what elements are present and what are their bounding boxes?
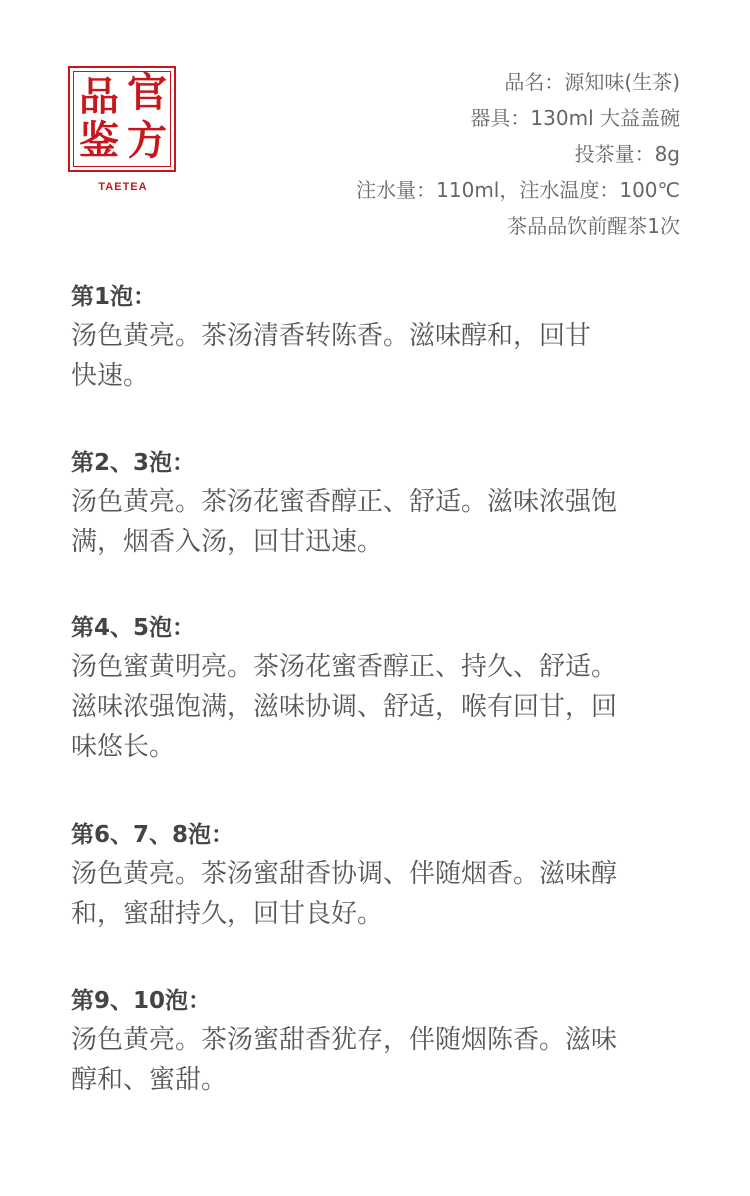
notes-line: 汤色黄亮。茶汤蜜甜香犹存，伴随烟陈香。滋味 xyxy=(71,1025,618,1055)
notes-line: 醇和、蜜甜。 xyxy=(71,1065,228,1095)
steep-notes xyxy=(71,1020,691,1100)
notes-line: 汤色黄亮。茶汤清香转陈香。滋味醇和，回甘 xyxy=(71,321,592,351)
info-water: 注水量：110ml，注水温度：100℃ xyxy=(356,178,680,202)
notes-line: 和，蜜甜持久，回甘良好。 xyxy=(71,899,384,929)
notes-line: 汤色黄亮。茶汤蜜甜香协调、伴随烟香。滋味醇 xyxy=(71,859,618,889)
steep-title: 第2、3泡： xyxy=(71,450,196,476)
info-vessel: 器具：130ml 大益盖碗 xyxy=(470,106,680,130)
steep-notes xyxy=(71,647,691,767)
steep-title: 第6、7、8泡： xyxy=(71,822,235,848)
notes-line: 滋味浓强饱满，滋味协调、舒适，喉有回甘，回 xyxy=(71,692,618,722)
steep-notes xyxy=(71,854,691,934)
steep-notes xyxy=(71,316,691,396)
logo-char: 方 xyxy=(127,118,167,164)
brand-logo xyxy=(68,66,178,176)
notes-line: 汤色黄亮。茶汤花蜜香醇正、舒适。滋味浓强饱 xyxy=(71,487,618,517)
notes-line: 满，烟香入汤，回甘迅速。 xyxy=(71,527,384,557)
notes-line: 味悠长。 xyxy=(71,732,176,762)
steep-section-2-3 xyxy=(71,446,691,562)
tea-info xyxy=(356,64,680,244)
steep-title: 第9、10泡： xyxy=(71,988,212,1014)
steep-notes xyxy=(71,482,691,562)
notes-line: 快速。 xyxy=(71,361,150,391)
notes-line: 汤色蜜黄明亮。茶汤花蜜香醇正、持久、舒适。 xyxy=(71,652,618,682)
steep-title: 第1泡： xyxy=(71,284,157,310)
logo-char: 鉴 xyxy=(79,118,119,164)
logo-char: 官 xyxy=(127,70,167,116)
steep-section-1 xyxy=(71,280,691,396)
steep-section-9-10 xyxy=(71,984,691,1100)
brand-name: TAETEA xyxy=(98,181,148,193)
steep-title: 第4、5泡： xyxy=(71,615,196,641)
info-rinse: 茶品品饮前醒茶1次 xyxy=(507,214,680,238)
logo-char: 品 xyxy=(79,74,119,120)
steep-section-6-8 xyxy=(71,818,691,934)
info-product-name: 品名：源知味(生茶) xyxy=(504,70,680,94)
steep-section-4-5 xyxy=(71,611,691,767)
info-tea-amount: 投茶量：8g xyxy=(574,142,680,166)
